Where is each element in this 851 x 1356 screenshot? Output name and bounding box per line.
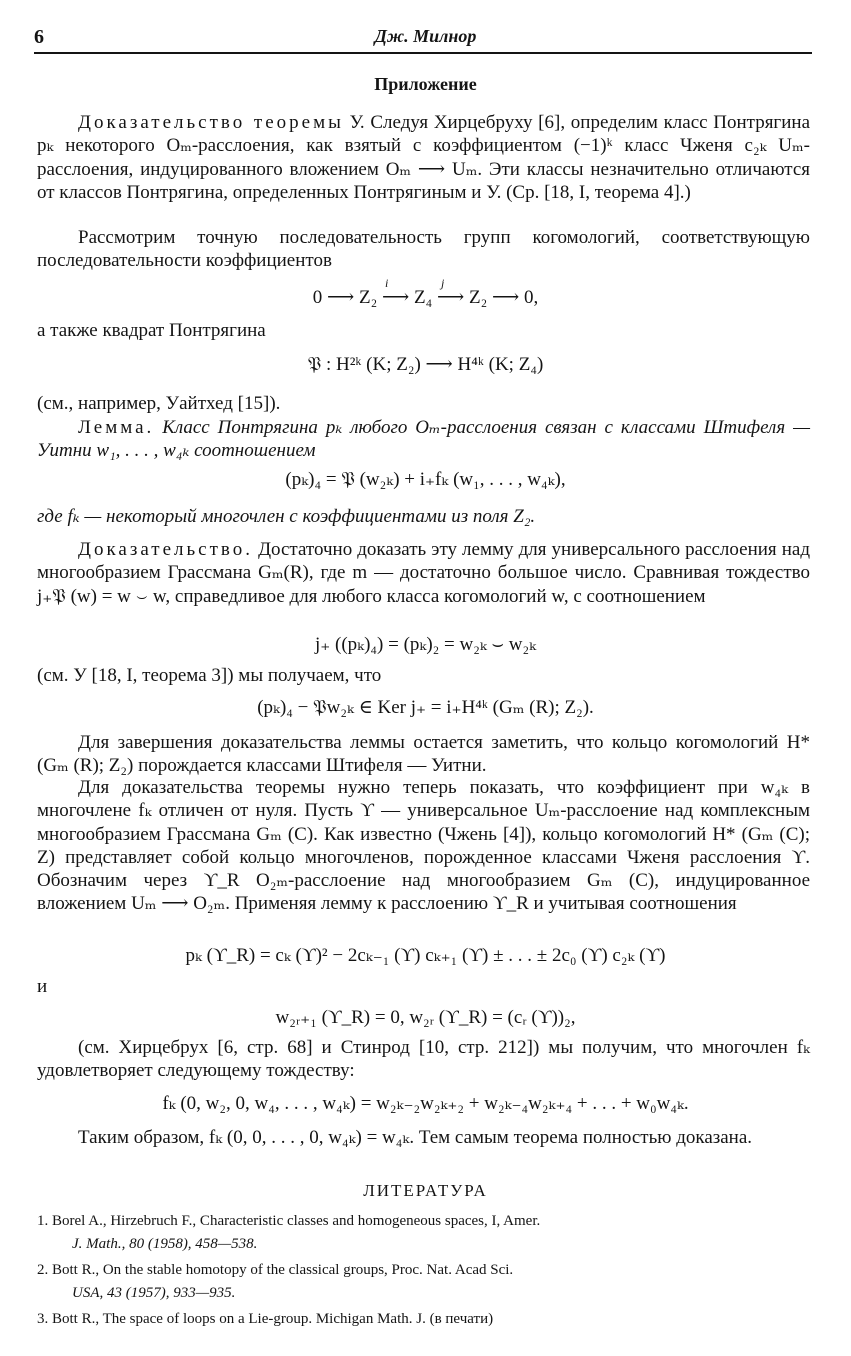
header-rule	[34, 52, 812, 54]
formula-pontryagin-square: 𝔓 : H²ᵏ (K; Z₂) ⟶ H⁴ᵏ (K; Z₄)	[307, 354, 544, 375]
reference-item: 3. Bott R., The space of loops on a Lie-group. Michigan Math. J. (в печати)	[37, 1311, 494, 1327]
formula-polynomial: fₖ (0, w₂, 0, w₄, . . . , w₄ₖ) = w₂ₖ₋₂w₂ₖ₊₂ + w₂ₖ₋₄w₂ₖ₊₄ + . . . + w₀w₄ₖ.	[162, 1093, 689, 1114]
map-label-i: i	[385, 276, 389, 290]
proof-heading-2: Доказательство.	[78, 539, 253, 560]
paragraph-lemma-end: Для завершения доказательства леммы остается заметить, что кольцо когомологий H* (Gₘ (R); Z₂) порождается классами Штифеля — Уитни.	[37, 732, 810, 777]
lemma-statement	[37, 416, 810, 463]
paragraph-theorem-coefficient: Для доказательства теоремы нужно теперь показать, что коэффициент при w₄ₖ в многочлене fₖ отличен от нуля. Пусть ϒ — универсальное Uₘ-расслоение над комплексным многообразием Грассмана Gₘ (C). Как известно (Чжень [4]), кольцо когомологий H* (Gₘ (C); Z) представляет собой кольцо многочленов, порожденное классами Чженя расслоения ϒ. Обозначим через ϒ_R O₂ₘ-расслоение над многообразием Gₘ (C), индуцированное вложением Uₘ ⟶ O₂ₘ. Применяя лемму к расслоению ϒ_R и учитывая соотношения	[37, 777, 810, 915]
paragraph-sequence: Рассмотрим точную последовательность групп когомологий, соответствующую последовательности коэффициентов	[37, 227, 810, 272]
paragraph-polynomial-identity: (см. Хирцебрух [6, стр. 68] и Стинрод [10, стр. 212]) мы получим, что многочлен fₖ удовлетворяет следующему тождеству:	[37, 1037, 810, 1082]
conjunction-and: и	[37, 976, 48, 997]
lemma-heading: Лемма.	[78, 417, 155, 438]
page-number: 6	[34, 26, 44, 48]
paragraph-conclusion: Таким образом, fₖ (0, 0, . . . , 0, w₄ₖ) = w₄ₖ. Тем самым теорема полностью доказана.	[78, 1127, 753, 1148]
paragraph-theorem-proof	[37, 111, 810, 204]
formula-lemma: (pₖ)₄ = 𝔓 (w₂ₖ) + i₊fₖ (w₁, . . . , w₄ₖ),	[285, 469, 566, 490]
formula-pontryagin-chern: pₖ (ϒ_R) = cₖ (ϒ)² − 2cₖ₋₁ (ϒ) cₖ₊₁ (ϒ) ± . . . ± 2c₀ (ϒ) c₂ₖ (ϒ)	[185, 945, 666, 966]
formula-kernel: (pₖ)₄ − 𝔓w₂ₖ ∈ Ker j₊ = i₊H⁴ᵏ (Gₘ (R); Z₂).	[257, 697, 594, 718]
paragraph-text: У. Следуя Хирцебруху [6], определим класс Понтрягина pₖ некоторого Oₘ-расслоения, как взятый с коэффициентом (−1)ᵏ класс Чженя c₂ₖ Uₘ-расслоения, индуцированного вложением Oₘ ⟶ Uₘ. Эти классы незначительно отличаются от классов Понтрягина, определенных Понтрягиным и У. (Ср. [18, I, теорема 4].)	[37, 112, 810, 203]
formula-exact-sequence: 0 ⟶ Z₂ ⟶ Z₄ ⟶ Z₂ ⟶ 0,	[312, 287, 539, 308]
paragraph-lemma-proof	[37, 538, 810, 608]
reference-item: 2. Bott R., On the stable homotopy of the classical groups, Proc. Nat. Acad Sci. USA, 43 (1957), 933—935.	[37, 1262, 514, 1301]
proof-heading: Доказательство теоремы	[78, 112, 344, 133]
formula-j-identity: j₊ ((pₖ)₄) = (pₖ)₂ = w₂ₖ ⌣ w₂ₖ	[314, 634, 537, 655]
formula-stiefel-whitney: w₂ᵣ₊₁ (ϒ_R) = 0, w₂ᵣ (ϒ_R) = (cᵣ (ϒ))₂,	[275, 1007, 576, 1028]
running-title: Дж. Милнор	[374, 26, 477, 46]
paragraph-whitehead-ref: (см., например, Уайтхед [15]).	[37, 393, 281, 414]
section-title: Приложение	[374, 74, 477, 94]
map-label-j: j	[441, 276, 445, 290]
paragraph-reference-3: (см. У [18, I, теорема 3]) мы получаем, что	[37, 665, 382, 686]
paragraph-pontryagin-square: а также квадрат Понтрягина	[37, 320, 266, 341]
reference-item: 1. Borel A., Hirzebruch F., Characteristic classes and homogeneous spaces, I, Amer. J. Math., 80 (1958), 458—538.	[37, 1213, 541, 1252]
lemma-text: Класс Понтрягина pₖ любого Oₘ-расслоения связан с классами Штифеля — Уитни w₁, . . . , w₄ₖ соотношением	[37, 417, 810, 462]
proof-text: Достаточно доказать эту лемму для универсального расслоения над многообразием Грассмана Gₘ(R), где m — достаточно большое число. Сравнивая тождество j₊𝔓 (w) = w ⌣ w, справедливое для любого класса когомологий w, с соотношением	[37, 539, 810, 607]
lemma-tail: где fₖ — некоторый многочлен с коэффициентами из поля Z₂.	[37, 506, 536, 527]
references-title: ЛИТЕРАТУРА	[363, 1181, 488, 1200]
